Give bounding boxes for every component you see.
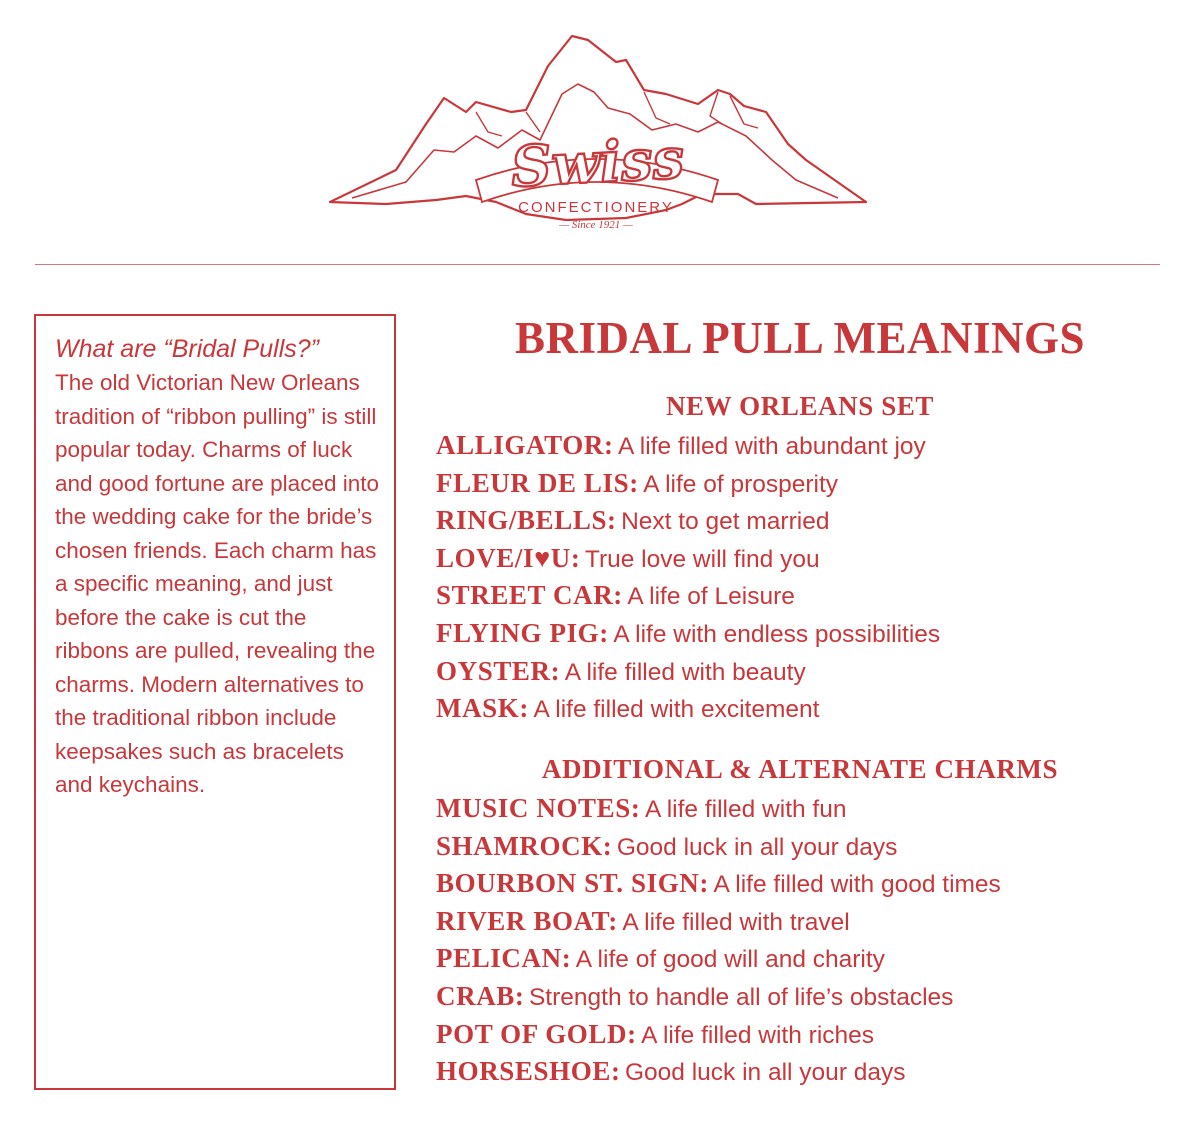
swiss-confectionery-logo	[326, 32, 870, 240]
charm-meaning: A life with endless possibilities	[613, 620, 941, 648]
charm-name: ALLIGATOR:	[436, 430, 614, 460]
charm-name: STREET CAR:	[436, 580, 623, 611]
charm-meaning: True love will find you	[584, 545, 820, 573]
charm-meaning: A life filled with excitement	[533, 696, 820, 724]
charm-item	[436, 903, 1001, 941]
charm-name: RING/BELLS:	[436, 505, 617, 536]
charm-meaning: A life of good will and charity	[575, 946, 885, 974]
charm-meaning: A life of Leisure	[627, 583, 795, 611]
charm-name: PELICAN:	[436, 943, 572, 974]
logo-subtitle-text: CONFECTIONERY	[518, 199, 674, 216]
charm-item	[436, 577, 940, 615]
charm-list-additional-charms	[436, 790, 1001, 1091]
charm-meaning: A life filled with good times	[713, 871, 1001, 899]
info-box-heading: What are “Bridal Pulls?”	[55, 335, 319, 363]
charm-name: MUSIC NOTES:	[436, 793, 641, 823]
charm-item	[436, 653, 940, 691]
charm-name: RIVER BOAT:	[436, 905, 618, 936]
charm-meaning: Good luck in all your days	[625, 1059, 906, 1087]
charm-item	[436, 940, 1001, 978]
page-title: BRIDAL PULL MEANINGS	[514, 313, 1086, 363]
charm-name: BOURBON ST. SIGN:	[436, 868, 710, 899]
mountain-logo-graphic	[326, 32, 870, 240]
charm-item	[436, 502, 940, 540]
charm-meaning: A life filled with beauty	[564, 658, 806, 686]
charm-name: FLEUR DE LIS:	[436, 467, 639, 498]
charm-name: LOVE/I♥U:	[436, 542, 581, 573]
logo-since-text: — Since 1921 —	[559, 219, 633, 231]
charm-item	[436, 465, 940, 503]
charm-meaning: Next to get married	[621, 508, 830, 536]
header-divider	[35, 264, 1160, 265]
section-heading-new-orleans-set: NEW ORLEANS SET	[665, 391, 935, 421]
section-heading-additional-charms: ADDITIONAL & ALTERNATE CHARMS	[541, 754, 1059, 784]
charm-item	[436, 540, 940, 578]
charm-meaning: A life filled with abundant joy	[618, 433, 926, 460]
bridal-pulls-info-box	[34, 314, 396, 1090]
charm-item	[436, 615, 940, 653]
charm-name: HORSESHOE:	[436, 1056, 621, 1087]
charm-item	[436, 690, 940, 728]
charm-name: CRAB:	[436, 980, 525, 1011]
charm-meaning: A life of prosperity	[643, 470, 839, 498]
charm-item	[436, 1053, 1001, 1091]
charm-meaning: A life filled with fun	[644, 796, 847, 823]
charm-item	[436, 790, 1001, 828]
charm-name: OYSTER:	[436, 655, 561, 686]
charm-item	[436, 427, 940, 465]
charm-item	[436, 1016, 1001, 1054]
charm-name: MASK:	[436, 693, 529, 724]
charm-name: FLYING PIG:	[436, 617, 609, 648]
charm-name: POT OF GOLD:	[436, 1018, 637, 1049]
charm-list-new-orleans-set	[436, 427, 940, 728]
charm-item	[436, 828, 1001, 866]
charm-meaning: Good luck in all your days	[616, 833, 898, 861]
charm-meaning: A life filled with riches	[641, 1021, 875, 1049]
charm-item	[436, 978, 1001, 1016]
logo-script-text: Swiss	[509, 125, 686, 201]
info-box-body: The old Victorian New Orleans tradition of “ribbon pulling” is still popular today. Charms of luck and good fortune are placed into the wedding cake for the bride’s chosen friends. Each charm has a specific meaning, and just before the cake is cut the ribbons are pulled, revealing the charms. Modern alternatives to the traditional ribbon include keepsakes such as bracelets and keychains.	[55, 370, 379, 797]
charm-meaning: Strength to handle all of life’s obstacles	[528, 983, 954, 1011]
charm-meaning: A life filled with travel	[622, 908, 850, 936]
charm-item	[436, 865, 1001, 903]
charm-name: SHAMROCK:	[436, 830, 613, 861]
